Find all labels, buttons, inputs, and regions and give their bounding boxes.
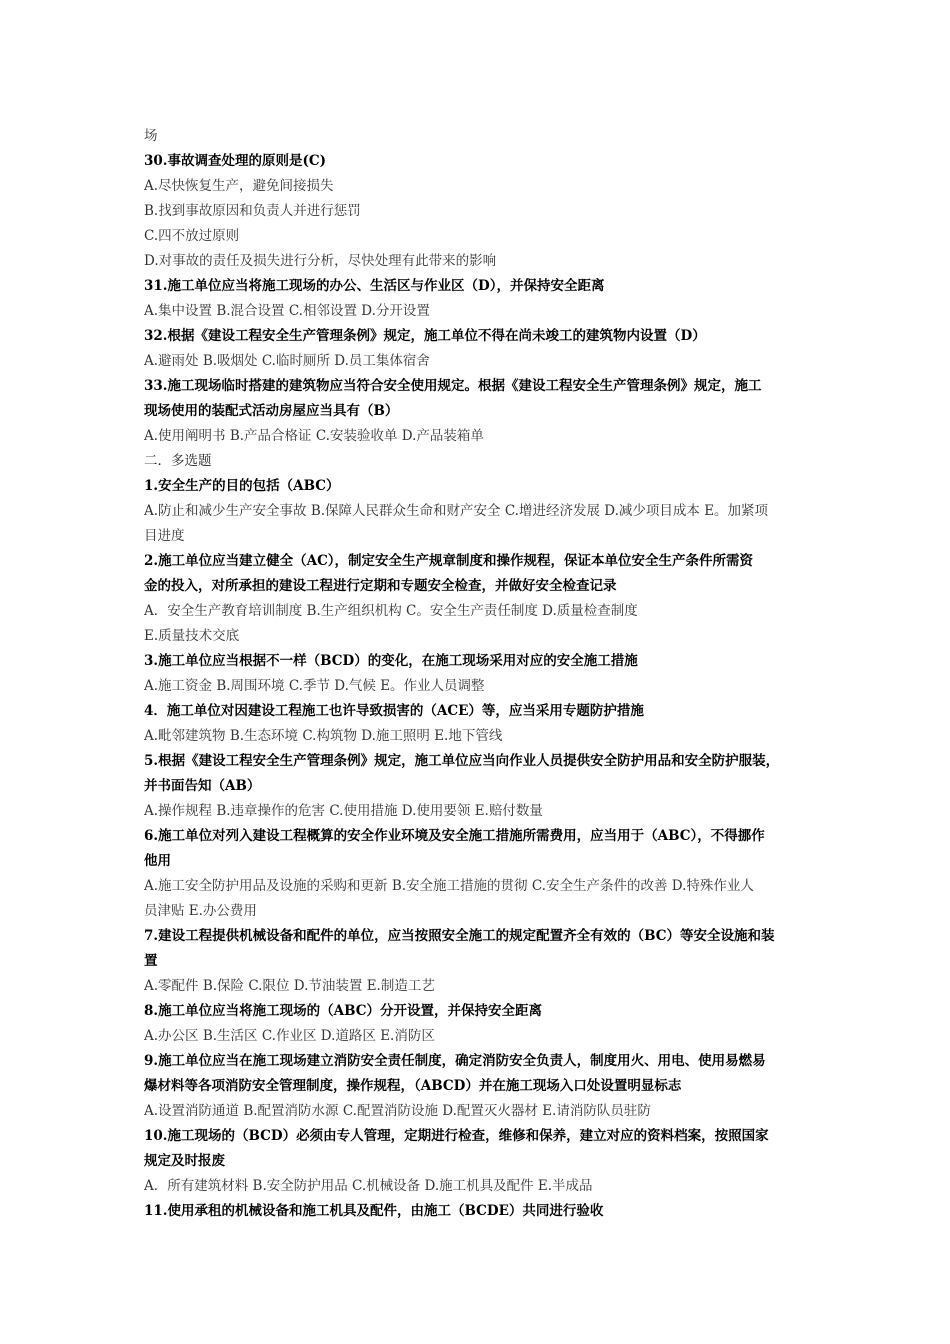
question-line: 规定及时报废	[144, 1153, 225, 1169]
question-line: 1.安全生产的目的包括（ABC）	[144, 478, 340, 494]
question-line: 11.使用承租的机械设备和施工机具及配件，由施工（BCDE）共同进行验收	[144, 1203, 604, 1219]
option-line: A.毗邻建筑物 B.生态环境 C.构筑物 D.施工照明 E.地下管线	[144, 728, 503, 744]
option-line: A.防止和减少生产安全事故 B.保障人民群众生命和财产安全 C.增进经济发展 D.减少项目成本 E。加紧项	[144, 503, 769, 519]
option-line: A.尽快恢复生产，避免间接损失	[144, 178, 334, 194]
question-line: 并书面告知（AB）	[144, 778, 261, 794]
option-line: C.四不放过原则	[144, 228, 240, 244]
option-line: A.使用阐明书 B.产品合格证 C.安装验收单 D.产品装箱单	[144, 428, 484, 444]
question-line: 33.施工现场临时搭建的建筑物应当符合安全使用规定。根据《建设工程安全生产管理条例》规定，施工	[144, 378, 762, 394]
option-line: A.避雨处 B.吸烟处 C.临时厕所 D.员工集体宿舍	[144, 353, 430, 369]
question-line: 6.施工单位对列入建设工程概算的安全作业环境及安全施工措施所需费用，应当用于（ABC），不得挪作	[144, 828, 765, 844]
option-line: A.零配件 B.保险 C.限位 D.节油装置 E.制造工艺	[144, 978, 435, 994]
option-line: A．所有建筑材料 B.安全防护用品 C.机械设备 D.施工机具及配件 E.半成品	[144, 1178, 593, 1194]
question-line: 爆材料等各项消防安全管理制度，操作规程，（ABCD）并在施工现场入口处设置明显标志	[144, 1078, 682, 1094]
question-line: 30.事故调查处理的原则是(C)	[144, 153, 327, 169]
option-line: A.设置消防通道 B.配置消防水源 C.配置消防设施 D.配置灭火器材 E.请消防队员驻防	[144, 1103, 651, 1119]
question-line: 4．施工单位对因建设工程施工也许导致损害的（ACE）等，应当采用专题防护措施	[144, 703, 644, 719]
question-line: 3.施工单位应当根据不一样（BCD）的变化，在施工现场采用对应的安全施工措施	[144, 653, 638, 669]
question-line: 5.根据《建设工程安全生产管理条例》规定，施工单位应当向作业人员提供安全防护用品和安全防护服装，	[144, 753, 780, 769]
option-line: 目进度	[144, 528, 185, 544]
question-line: 他用	[144, 853, 171, 869]
option-line: B.找到事故原因和负责人并进行惩罚	[144, 203, 361, 219]
question-line: 31.施工单位应当将施工现场的办公、生活区与作业区（D），并保持安全距离	[144, 278, 605, 294]
section-heading: 二．多选题	[144, 453, 212, 469]
question-line: 7.建设工程提供机械设备和配件的单位，应当按照安全施工的规定配置齐全有效的（BC）等安全设施和装	[144, 928, 775, 944]
option-line: 场	[144, 128, 158, 144]
option-line: D.对事故的责任及损失进行分析，尽快处理有此带来的影响	[144, 253, 497, 269]
question-line: 10.施工现场的（BCD）必须由专人管理，定期进行检查，维修和保养，建立对应的资料档案，按照国家	[144, 1128, 769, 1144]
question-line: 置	[144, 953, 158, 969]
option-line: A.施工安全防护用品及设施的采购和更新 B.安全施工措施的贯彻 C.安全生产条件的改善 D.特殊作业人	[144, 878, 754, 894]
question-line: 金的投入，对所承担的建设工程进行定期和专题安全检查，并做好安全检查记录	[144, 578, 617, 594]
option-line: A．安全生产教育培训制度 B.生产组织机构 C。安全生产责任制度 D.质量检查制度	[144, 603, 638, 619]
option-line: A.操作规程 B.违章操作的危害 C.使用措施 D.使用要领 E.赔付数量	[144, 803, 543, 819]
option-line: A.集中设置 B.混合设置 C.相邻设置 D.分开设置	[144, 303, 430, 319]
question-line: 8.施工单位应当将施工现场的（ABC）分开设置，并保持安全距离	[144, 1003, 542, 1019]
question-line: 9.施工单位应当在施工现场建立消防安全责任制度，确定消防安全负责人，制度用火、用电、使用易燃易	[144, 1053, 766, 1069]
option-line: E.质量技术交底	[144, 628, 240, 644]
document-page	[144, 124, 824, 1224]
option-line: A.办公区 B.生活区 C.作业区 D.道路区 E.消防区	[144, 1028, 435, 1044]
question-line: 2.施工单位应当建立健全（AC），制定安全生产规章制度和操作规程，保证本单位安全生产条件所需资	[144, 553, 754, 569]
question-line: 32.根据《建设工程安全生产管理条例》规定，施工单位不得在尚未竣工的建筑物内设置（D）	[144, 328, 706, 344]
option-line: 员津贴 E.办公费用	[144, 903, 257, 919]
option-line: A.施工资金 B.周围环境 C.季节 D.气候 E。作业人员调整	[144, 678, 485, 694]
question-line: 现场使用的装配式活动房屋应当具有（B）	[144, 403, 399, 419]
